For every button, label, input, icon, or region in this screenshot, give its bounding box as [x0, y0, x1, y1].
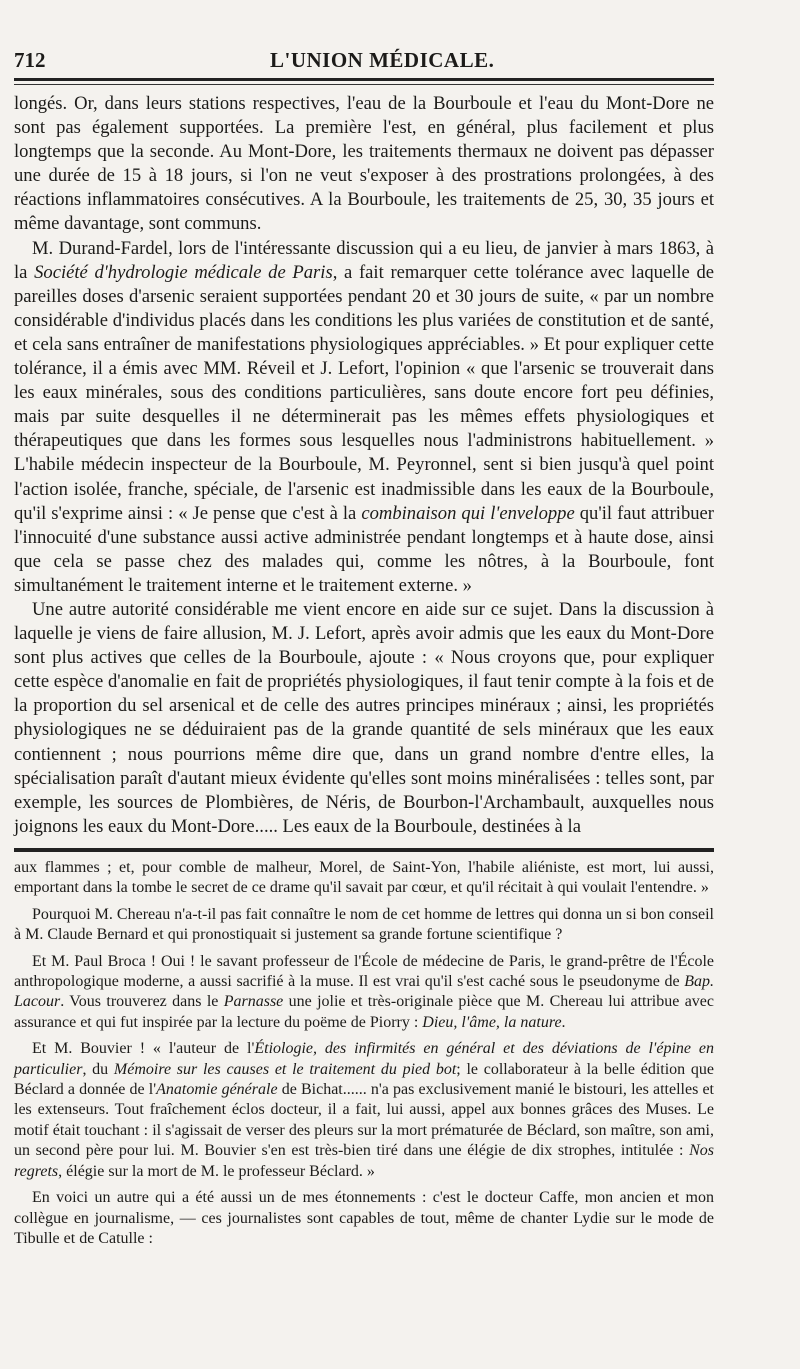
page-header [0, 40, 715, 76]
paragraph-2: M. Durand-Fardel, lors de l'intéressante discussion qui a eu lieu, de janvier à mars 1863, à la Société d'hydrologie médicale de Paris, a fait remarquer cette tolérance avec laquelle de pareilles doses d'arsenic seraient supportées pendant 20 et 30 jours de suite, « par un nombre considérable d'individus placés dans les conditions les plus variées de constitution et de santé, et cela sans entraîner de manifestations physiologiques appréciables. » Et pour expliquer cette tolérance, il a émis avec MM. Réveil et J. Lefort, l'opinion « que l'arsenic se trouverait dans les eaux minérales, sous des conditions particulières, sans doute encore fort peu définies, mais par suite desquelles il ne déterminerait pas les mêmes effets physiologiques et thérapeutiques que dans les formes sous lesquelles nous l'administrons habituellement. » L'habile médecin inspecteur de la Bourboule, M. Peyronnel, sent si bien jusqu'à quel point l'action isolée, franche, spéciale, de l'arsenic est inadmissible dans les eaux de la Bourboule, qu'il s'exprime ainsi : « Je pense que c'est à la combinaison qui l'enveloppe qu'il faut attribuer l'innocuité d'une substance aussi active administrée pendant longtemps et à haute dose, ainsi que cela se passe chez des malades qui, comme les nôtres, à la Bourboule, font simultanément le traitement interne et le traitement externe. » [14, 237, 714, 596]
page-number: 712 [14, 48, 46, 72]
feuilleton-paragraph-2: Pourquoi M. Chereau n'a-t-il pas fait connaître le nom de cet homme de lettres qui donna un si bon conseil à M. Claude Bernard et qui pronostiquait si justement sa grande fortune scientifique ? [14, 905, 714, 944]
feuilleton-paragraph-4: Et M. Bouvier ! « l'auteur de l'Étiologie, des infirmités en général et des déviations de l'épine en particulier, du Mémoire sur les causes et le traitement du pied bot; le collaborateur à la belle édition que Béclard a donnée de l'Anatomie générale de Bichat...... n'a pas exclusivement manié le bistouri, les attelles et les extenseurs. Tout fraîchement éclos docteur, il a fait, lui aussi, appel aux bonnes grâces des Muses. Le motif était touchant : il s'agissait de verser des pleurs sur la mort prématurée de Béclard, son maître, son ami, un second père pour lui. M. Bouvier s'en est très-bien tiré dans une élégie de dix strophes, intitulée : Nos regrets, élégie sur la mort de M. le professeur Béclard. » [14, 1040, 715, 1180]
paragraph-1: longés. Or, dans leurs stations respectives, l'eau de la Bourboule et l'eau du Mont-Dore ne sont pas également supportées. La première l'est, en général, plus facilement et plus longtemps que la seconde. Au Mont-Dore, les traitements thermaux ne doivent pas dépasser une durée de 15 à 18 jours, si l'on ne veut s'exposer à des prostrations prolongées, à des réactions inflammatoires consécutives. A la Bourboule, les traitements de 25, 30, 35 jours et même davantage, sont communs. [14, 93, 714, 235]
header-rule [14, 78, 714, 81]
main-article-text [14, 92, 714, 839]
feuilleton-paragraph-5: En voici un autre qui a été aussi un de mes étonnements : c'est le docteur Caffe, mon ancien et mon collègue en journalisme, — ces journalistes sont capables de tout, même de chanter Lydie sur le mode de Tibulle et de Catulle : [14, 1189, 714, 1247]
feuilleton-paragraph-3: Et M. Paul Broca ! Oui ! le savant professeur de l'École de médecine de Paris, le grand-prêtre de l'École anthropologique moderne, a aussi sacrifié à la muse. Il est vrai qu'il s'est caché sous le pseudonyme de Bap. Lacour. Vous trouverez dans le Parnasse une jolie et très-originale pièce que M. Chereau lui attribue avec assurance et qui fut inspirée par la lecture du poëme de Piorry : Dieu, l'âme, la nature. [14, 952, 714, 1031]
running-title: L'UNION MÉDICALE. [270, 48, 495, 72]
feuilleton-text [14, 858, 714, 1255]
feuilleton-paragraph-1: aux flammes ; et, pour comble de malheur, Morel, de Saint-Yon, l'habile aliéniste, est mort, lui aussi, emportant dans la tombe le secret de ce drame qu'il savait par cœur, et qu'il récitait à qui voulait l'entendre. » [14, 859, 714, 897]
paragraph-3: Une autre autorité considérable me vient encore en aide sur ce sujet. Dans la discussion à laquelle je viens de faire allusion, M. J. Lefort, après avoir admis que les eaux du Mont-Dore sont plus actives que celles de la Bourboule, ajoute : « Nous croyons que, pour expliquer cette espèce d'anomalie en fait de propriétés physiologiques, il faut tenir compte à la fois et de la proportion du sel arsenical et de celle des autres principes minéraux ; ainsi, les propriétés physiologiques ne se déduiraient pas de la grande quantité de sels minéraux que les eaux contiennent ; nous pourrions même dire que, dans un grand nombre d'entre elles, la spécialisation paraît d'autant mieux évidente qu'elles sont moins minéralisées : telles sont, par exemple, les sources de Plombières, de Néris, de Bourbon-l'Archambault, auxquelles nous joignons les eaux du Mont-Dore..... Les eaux de la Bourboule, destinées à la [14, 598, 714, 837]
header-rule-thin [14, 84, 714, 85]
feuilleton-separator [14, 848, 714, 852]
